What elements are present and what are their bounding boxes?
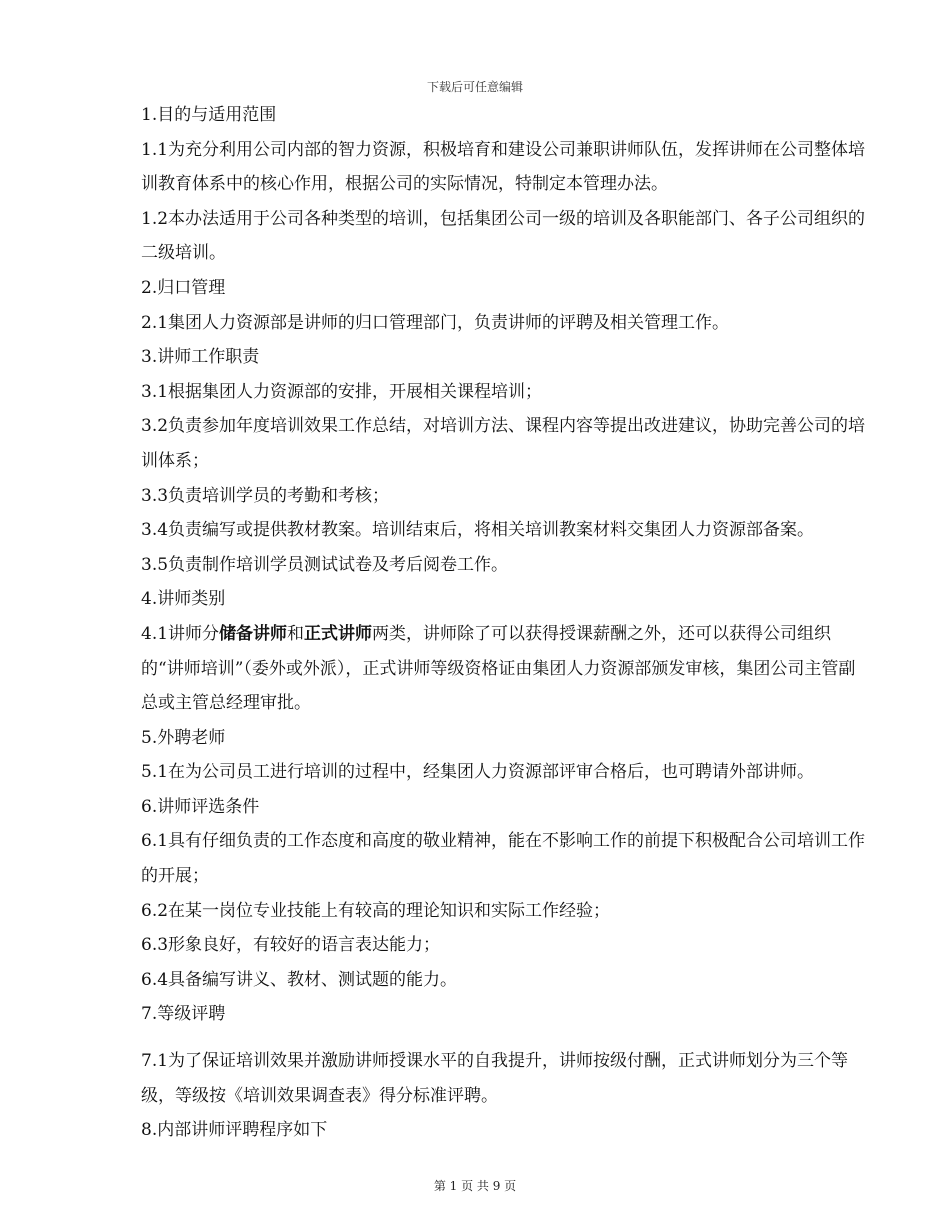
paragraph: 3.1根据集团人力资源部的安排，开展相关课程培训；: [141, 381, 543, 402]
paragraph: 2.1集团人力资源部是讲师的归口管理部门，负责讲师的评聘及相关管理工作。: [141, 312, 730, 333]
paragraph-4-1: [141, 617, 871, 721]
paragraph: 6.3形象良好，有较好的语言表达能力；: [141, 935, 441, 956]
paragraph: 6.1具有仔细负责的工作态度和高度的敬业精神，能在不影响工作的前提下积极配合公司培训工作的开展；: [141, 831, 866, 887]
document-body: [141, 98, 871, 1148]
bold-term-formal-lecturer: 正式讲师: [304, 623, 373, 644]
paragraph: 3.3负责培训学员的考勤和考核；: [141, 485, 390, 506]
text-run: 4.1讲师分: [141, 623, 220, 644]
section-heading: 5.外聘老师: [141, 727, 226, 748]
bold-term-reserve-lecturer: 储备讲师: [219, 623, 288, 644]
text-run: 和: [287, 623, 305, 644]
section-heading: 3.讲师工作职责: [141, 347, 260, 368]
section-heading: 8.内部讲师评聘程序如下: [141, 1120, 328, 1141]
page-header: 下载后可任意编辑: [426, 80, 523, 94]
section-heading: 4.讲师类别: [141, 589, 226, 610]
page-footer: 第 1 页 共 9 页: [433, 1179, 517, 1193]
paragraph: 6.4具备编写讲义、教材、测试题的能力。: [141, 969, 458, 990]
spacer: [141, 1032, 871, 1044]
section-heading: 1.目的与适用范围: [141, 105, 277, 125]
paragraph: 1.2本办法适用于公司各种类型的培训，包括集团公司一级的培训及各职能部门、各子公司组织的二级培训。: [141, 208, 866, 264]
paragraph: 6.2在某一岗位专业技能上有较高的理论知识和实际工作经验；: [141, 900, 611, 921]
text-run: 两类，讲师除了可以获得授课薪酬之外，还可以获得公司组织的“讲师培训”（委外或外派），正式讲师等级资格证由集团人力资源部颁发审核，集团公司主管副总或主管总经理审批。: [141, 623, 856, 714]
section-heading: 2.归口管理: [141, 277, 226, 298]
section-heading: 7.等级评聘: [141, 1004, 226, 1025]
paragraph: 7.1为了保证培训效果并激励讲师授课水平的自我提升，讲师按级付酬，正式讲师划分为三个等级，等级按《培训效果调查表》得分标准评聘。: [141, 1051, 849, 1106]
section-heading: 6.讲师评选条件: [141, 796, 260, 817]
paragraph: 5.1在为公司员工进行培训的过程中，经集团人力资源部评审合格后，也可聘请外部讲师。: [141, 762, 815, 783]
paragraph: 3.5负责制作培训学员测试试卷及考后阅卷工作。: [141, 554, 509, 575]
paragraph: 1.1为充分利用公司内部的智力资源，积极培育和建设公司兼职讲师队伍，发挥讲师在公司整体培训教育体系中的核心作用，根据公司的实际情况，特制定本管理办法。: [141, 139, 866, 195]
paragraph: 3.2负责参加年度培训效果工作总结，对培训方法、课程内容等提出改进建议，协助完善公司的培训体系；: [141, 416, 866, 471]
paragraph: 3.4负责编写或提供教材教案。培训结束后，将相关培训教案材料交集团人力资源部备案。: [141, 520, 815, 541]
